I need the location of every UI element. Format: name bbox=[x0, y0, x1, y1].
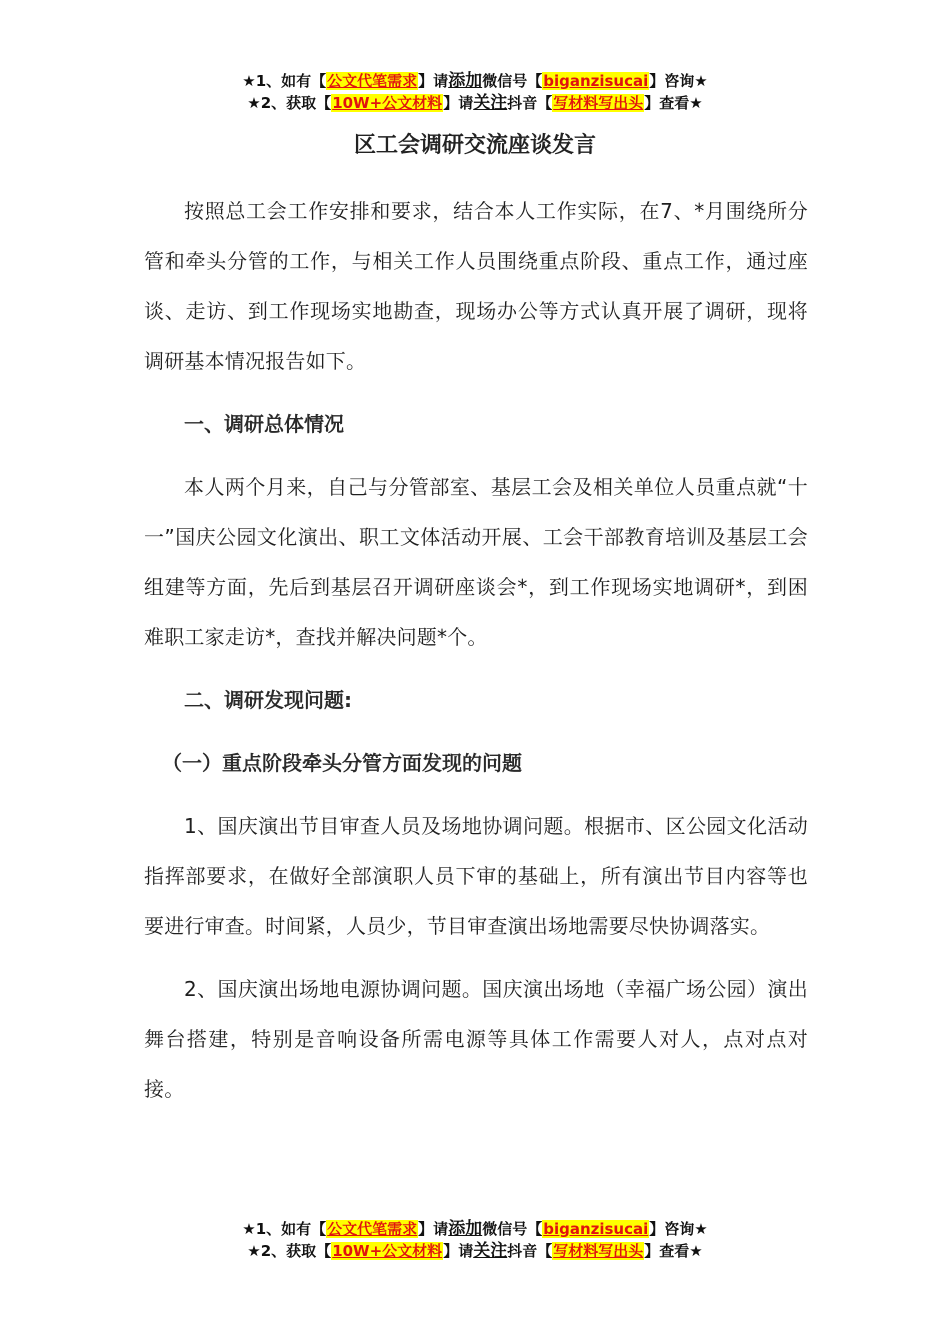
banner-underline: 关注 bbox=[473, 1241, 508, 1261]
banner-line-1 bbox=[0, 1218, 950, 1240]
banner-highlight: 10W+公文材料 bbox=[332, 94, 443, 112]
banner-text: 】请 bbox=[443, 94, 474, 112]
banner-text: ★1、如有【 bbox=[242, 1220, 327, 1238]
banner-text: 】咨询★ bbox=[649, 1220, 708, 1238]
banner-underline: 关注 bbox=[473, 93, 508, 113]
banner-underline: 添加 bbox=[448, 1219, 483, 1239]
banner-highlight: 10W+公文材料 bbox=[332, 1242, 443, 1260]
banner-text: 】请 bbox=[418, 1220, 449, 1238]
banner-highlight: biganzisucai bbox=[543, 72, 649, 90]
section-1-paragraph: 本人两个月来，自己与分管部室、基层工会及相关单位人员重点就“十一”国庆公园文化演出、职工文体活动开展、工会干部教育培训及基层工会组建等方面，先后到基层召开调研座谈会*，到工作现场实地调研*，到困难职工家走访*，查找并解决问题*个。 bbox=[144, 475, 808, 649]
section-2-heading: 二、调研发现问题: bbox=[184, 688, 352, 712]
banner-line-2 bbox=[0, 1240, 950, 1262]
item-2-paragraph: 2、国庆演出场地电源协调问题。国庆演出场地（幸福广场公园）演出舞台搭建，特别是音响设备所需电源等具体工作需要人对人，点对点对接。 bbox=[144, 977, 808, 1101]
document-body bbox=[144, 186, 808, 1127]
banner-text: 抖音【 bbox=[507, 1242, 553, 1260]
banner-text: 】请 bbox=[418, 72, 449, 90]
banner-underline: 添加 bbox=[448, 71, 483, 91]
footer-banner bbox=[0, 1218, 950, 1262]
document-title: 区工会调研交流座谈发言 bbox=[353, 133, 596, 158]
banner-text: ★2、获取【 bbox=[247, 1242, 332, 1260]
banner-text: 】查看★ bbox=[644, 1242, 703, 1260]
banner-highlight: 写材料写出头 bbox=[553, 1242, 644, 1260]
banner-text: 】查看★ bbox=[644, 94, 703, 112]
banner-highlight: 写材料写出头 bbox=[553, 94, 644, 112]
banner-highlight: biganzisucai bbox=[543, 1220, 649, 1238]
item-1-paragraph: 1、国庆演出节目审查人员及场地协调问题。根据市、区公园文化活动指挥部要求，在做好全部演职人员下审的基础上，所有演出节目内容等也要进行审查。时间紧，人员少，节目审查演出场地需要尽快协调落实。 bbox=[144, 814, 808, 938]
banner-text: ★1、如有【 bbox=[242, 72, 327, 90]
banner-highlight: 公文代笔需求 bbox=[327, 72, 418, 90]
header-banner bbox=[0, 70, 950, 114]
banner-line-1 bbox=[0, 70, 950, 92]
banner-text: 抖音【 bbox=[507, 94, 553, 112]
banner-line-2 bbox=[0, 92, 950, 114]
banner-text: ★2、获取【 bbox=[247, 94, 332, 112]
subsection-1-heading: （一）重点阶段牵头分管方面发现的问题 bbox=[162, 751, 522, 775]
banner-text: 微信号【 bbox=[482, 72, 543, 90]
intro-paragraph: 按照总工会工作安排和要求，结合本人工作实际，在7、*月围绕所分管和牵头分管的工作，与相关工作人员围绕重点阶段、重点工作，通过座谈、走访、到工作现场实地勘查，现场办公等方式认真开展了调研，现将调研基本情况报告如下。 bbox=[144, 199, 808, 373]
banner-highlight: 公文代笔需求 bbox=[327, 1220, 418, 1238]
section-1-heading: 一、调研总体情况 bbox=[184, 412, 344, 436]
banner-text: 】咨询★ bbox=[649, 72, 708, 90]
banner-text: 微信号【 bbox=[482, 1220, 543, 1238]
banner-text: 】请 bbox=[443, 1242, 474, 1260]
